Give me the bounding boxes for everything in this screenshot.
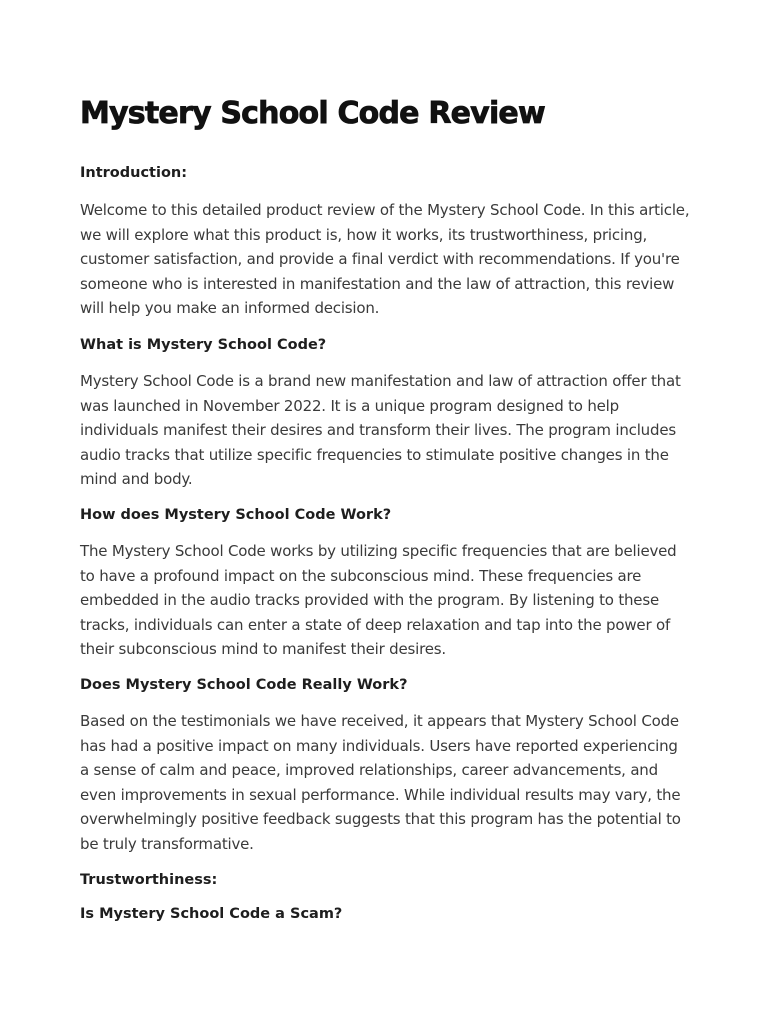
paragraph-how-it-works: The Mystery School Code works by utilizing specific frequencies that are believed to have a profound impact on the subconscious mind. These frequencies are embedded in the audio tracks provided with the program. By listening to these tracks, individuals can enter a state of deep relaxation and tap into the power of their subconscious mind to manifest their desires.: [80, 541, 677, 659]
article: [80, 94, 690, 924]
paragraph-introduction: Welcome to this detailed product review of the Mystery School Code. In this article, we will explore what this product is, how it works, its trustworthiness, pricing, customer satisfaction, and provide a final verdict with recommendations. If you're someone who is interested in manifestation and the law of attraction, this review will help you make an informed decision.: [80, 201, 690, 318]
section-heading-is-it-a-scam: Is Mystery School Code a Scam?: [80, 906, 343, 923]
section-heading-trustworthiness: Trustworthiness:: [80, 872, 218, 889]
paragraph-what-is: Mystery School Code is a brand new manifestation and law of attraction offer that was launched in November 2022. It is a unique program designed to help individuals manifest their desires and transform their lives. The program includes audio tracks that utilize specific frequencies to stimulate positive changes in the mind and body.: [80, 371, 681, 489]
page-title: Mystery School Code Review: [80, 96, 545, 131]
section-heading-introduction: Introduction:: [80, 165, 188, 181]
section-heading-does-it-work: Does Mystery School Code Really Work?: [80, 676, 408, 693]
section-heading-how-it-works: How does Mystery School Code Work?: [80, 506, 392, 523]
paragraph-does-it-work: Based on the testimonials we have received, it appears that Mystery School Code has had a positive impact on many individuals. Users have reported experiencing a sense of calm and peace, improved relationships, career advancements, and even improvements in sexual performance. While individual results may vary, the overwhelmingly positive feedback suggests that this program has the potential to be truly transformative.: [80, 711, 681, 853]
section-heading-what-is: What is Mystery School Code?: [80, 336, 327, 353]
